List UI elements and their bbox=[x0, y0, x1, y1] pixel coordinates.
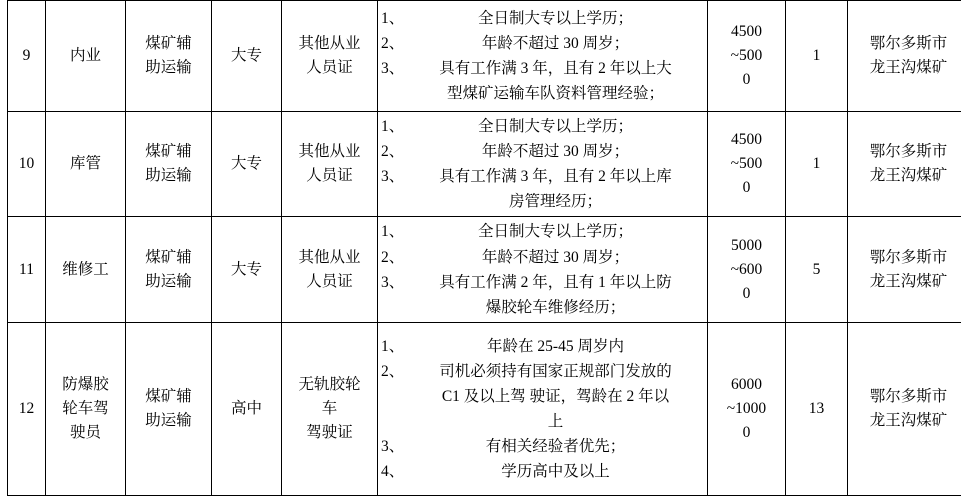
requirement-continuation: 房管理经历； bbox=[381, 189, 704, 214]
cell-certificate-line1: 其他从业 bbox=[285, 246, 374, 270]
cell-major bbox=[126, 217, 212, 322]
cell-major-line1: 煤矿辅 bbox=[129, 246, 208, 270]
requirement-text: 具有工作满 2 年，且有 1 年以上防 bbox=[439, 274, 672, 291]
cell-major bbox=[126, 322, 212, 495]
cell-certificate-line3: 驾驶证 bbox=[285, 421, 374, 445]
requirement-item bbox=[381, 384, 704, 409]
cell-salary bbox=[708, 322, 786, 495]
cell-certificate bbox=[282, 322, 378, 495]
cell-major-line2: 助运输 bbox=[129, 164, 208, 188]
cell-major bbox=[126, 1, 212, 112]
requirement-marker: 2、 bbox=[381, 359, 405, 384]
cell-salary bbox=[708, 217, 786, 322]
cell-headcount: 5 bbox=[786, 217, 848, 322]
requirement-text: 具有工作满 3 年，且有 2 年以上大 bbox=[439, 60, 672, 77]
requirements-list bbox=[381, 334, 704, 485]
cell-requirements bbox=[378, 1, 708, 112]
cell-salary-line1: 6000 bbox=[711, 373, 782, 397]
cell-certificate-line2: 人员证 bbox=[285, 56, 374, 80]
requirement-text: 具有工作满 3 年，且有 2 年以上库 bbox=[439, 168, 672, 185]
requirement-text: 年龄在 25-45 周岁内 bbox=[487, 338, 624, 355]
job-listing-table bbox=[7, 0, 961, 496]
cell-workplace-line1: 鄂尔多斯市 bbox=[851, 32, 961, 56]
requirement-marker: 2、 bbox=[381, 139, 405, 164]
cell-row-number: 11 bbox=[8, 217, 46, 322]
table-row bbox=[8, 217, 961, 322]
cell-salary-line3: 0 bbox=[711, 421, 782, 445]
requirement-marker: 3、 bbox=[381, 434, 405, 459]
requirement-marker: 1、 bbox=[381, 6, 405, 31]
cell-certificate-line1: 其他从业 bbox=[285, 140, 374, 164]
requirement-item bbox=[381, 6, 704, 31]
cell-salary-line3: 0 bbox=[711, 282, 782, 306]
cell-major-line1: 煤矿辅 bbox=[129, 385, 208, 409]
requirements-list bbox=[381, 114, 704, 214]
table-row bbox=[8, 112, 961, 217]
cell-certificate bbox=[282, 1, 378, 112]
requirement-item bbox=[381, 409, 704, 434]
requirement-marker: 4、 bbox=[381, 459, 405, 484]
requirement-item bbox=[381, 139, 704, 164]
requirement-text: 学历高中及以上 bbox=[501, 463, 610, 480]
requirement-text: 有相关经验者优先； bbox=[486, 438, 626, 455]
cell-salary-line2: ~600 bbox=[711, 258, 782, 282]
cell-major-line2: 助运输 bbox=[129, 56, 208, 80]
cell-certificate-line2: 车 bbox=[285, 397, 374, 421]
cell-education: 高中 bbox=[212, 322, 282, 495]
cell-certificate bbox=[282, 112, 378, 217]
cell-position-line3: 驶员 bbox=[49, 421, 122, 445]
cell-position: 维修工 bbox=[46, 217, 126, 322]
requirements-list bbox=[381, 6, 704, 106]
requirement-continuation: 爆胶轮车维修经历； bbox=[381, 295, 704, 320]
requirement-item bbox=[381, 114, 704, 139]
cell-major-line2: 助运输 bbox=[129, 270, 208, 294]
cell-workplace bbox=[848, 1, 961, 112]
cell-position-line1: 防爆胶 bbox=[49, 373, 122, 397]
cell-salary-line2: ~1000 bbox=[711, 397, 782, 421]
cell-position-line2: 轮车驾 bbox=[49, 397, 122, 421]
cell-workplace-line2: 龙王沟煤矿 bbox=[851, 270, 961, 294]
requirement-marker: 1、 bbox=[381, 219, 405, 244]
cell-headcount: 13 bbox=[786, 322, 848, 495]
cell-position: 内业 bbox=[46, 1, 126, 112]
requirement-text: 年龄不超过 30 周岁； bbox=[482, 143, 629, 160]
requirement-marker: 1、 bbox=[381, 114, 405, 139]
cell-headcount: 1 bbox=[786, 1, 848, 112]
cell-certificate-line2: 人员证 bbox=[285, 164, 374, 188]
cell-major-line1: 煤矿辅 bbox=[129, 32, 208, 56]
requirement-text: 年龄不超过 30 周岁； bbox=[482, 35, 629, 52]
requirement-item bbox=[381, 270, 704, 295]
cell-certificate-line1: 无轨胶轮 bbox=[285, 373, 374, 397]
cell-workplace-line1: 鄂尔多斯市 bbox=[851, 140, 961, 164]
cell-workplace bbox=[848, 217, 961, 322]
cell-row-number: 12 bbox=[8, 322, 46, 495]
cell-row-number: 9 bbox=[8, 1, 46, 112]
cell-certificate-line1: 其他从业 bbox=[285, 32, 374, 56]
requirement-continuation: 型煤矿运输车队资料管理经验； bbox=[381, 81, 704, 106]
requirement-item bbox=[381, 219, 704, 244]
cell-salary bbox=[708, 1, 786, 112]
cell-salary-line3: 0 bbox=[711, 176, 782, 200]
requirement-item bbox=[381, 245, 704, 270]
requirement-marker: 2、 bbox=[381, 31, 405, 56]
cell-major-line1: 煤矿辅 bbox=[129, 140, 208, 164]
requirement-text: C1 及以上驾 驶证，驾龄在 2 年以 bbox=[442, 388, 669, 405]
cell-workplace bbox=[848, 112, 961, 217]
cell-row-number: 10 bbox=[8, 112, 46, 217]
cell-salary bbox=[708, 112, 786, 217]
requirement-text: 司机必须持有国家正规部门发放的 bbox=[439, 363, 672, 380]
cell-salary-line2: ~500 bbox=[711, 152, 782, 176]
cell-salary-line1: 4500 bbox=[711, 20, 782, 44]
cell-major-line2: 助运输 bbox=[129, 409, 208, 433]
requirement-text: 全日制大专以上学历； bbox=[478, 118, 633, 135]
cell-workplace-line2: 龙王沟煤矿 bbox=[851, 164, 961, 188]
cell-education: 大专 bbox=[212, 1, 282, 112]
requirements-list bbox=[381, 219, 704, 319]
requirement-text: 全日制大专以上学历； bbox=[478, 10, 633, 27]
cell-salary-line2: ~500 bbox=[711, 44, 782, 68]
requirement-text: 上 bbox=[548, 413, 564, 430]
cell-workplace bbox=[848, 322, 961, 495]
table-row bbox=[8, 322, 961, 495]
requirement-marker: 1、 bbox=[381, 334, 405, 359]
cell-position: 库管 bbox=[46, 112, 126, 217]
requirement-text: 全日制大专以上学历； bbox=[478, 223, 633, 240]
requirement-marker: 2、 bbox=[381, 245, 405, 270]
cell-education: 大专 bbox=[212, 217, 282, 322]
table-row bbox=[8, 1, 961, 112]
cell-requirements bbox=[378, 217, 708, 322]
requirement-item bbox=[381, 359, 704, 384]
cell-education: 大专 bbox=[212, 112, 282, 217]
cell-workplace-line2: 龙王沟煤矿 bbox=[851, 56, 961, 80]
requirement-marker: 3、 bbox=[381, 56, 405, 81]
cell-major bbox=[126, 112, 212, 217]
requirement-item bbox=[381, 56, 704, 81]
cell-certificate bbox=[282, 217, 378, 322]
cell-position bbox=[46, 322, 126, 495]
requirement-marker: 3、 bbox=[381, 270, 405, 295]
requirement-item bbox=[381, 434, 704, 459]
cell-headcount: 1 bbox=[786, 112, 848, 217]
cell-workplace-line1: 鄂尔多斯市 bbox=[851, 385, 961, 409]
cell-salary-line1: 5000 bbox=[711, 234, 782, 258]
cell-workplace-line2: 龙王沟煤矿 bbox=[851, 409, 961, 433]
requirement-item bbox=[381, 31, 704, 56]
cell-salary-line3: 0 bbox=[711, 68, 782, 92]
requirement-item bbox=[381, 164, 704, 189]
cell-requirements bbox=[378, 112, 708, 217]
cell-workplace-line1: 鄂尔多斯市 bbox=[851, 246, 961, 270]
cell-salary-line1: 4500 bbox=[711, 128, 782, 152]
requirement-marker: 3、 bbox=[381, 164, 405, 189]
cell-requirements bbox=[378, 322, 708, 495]
requirement-text: 年龄不超过 30 周岁； bbox=[482, 249, 629, 266]
requirement-item bbox=[381, 459, 704, 484]
cell-certificate-line2: 人员证 bbox=[285, 270, 374, 294]
requirement-item bbox=[381, 334, 704, 359]
